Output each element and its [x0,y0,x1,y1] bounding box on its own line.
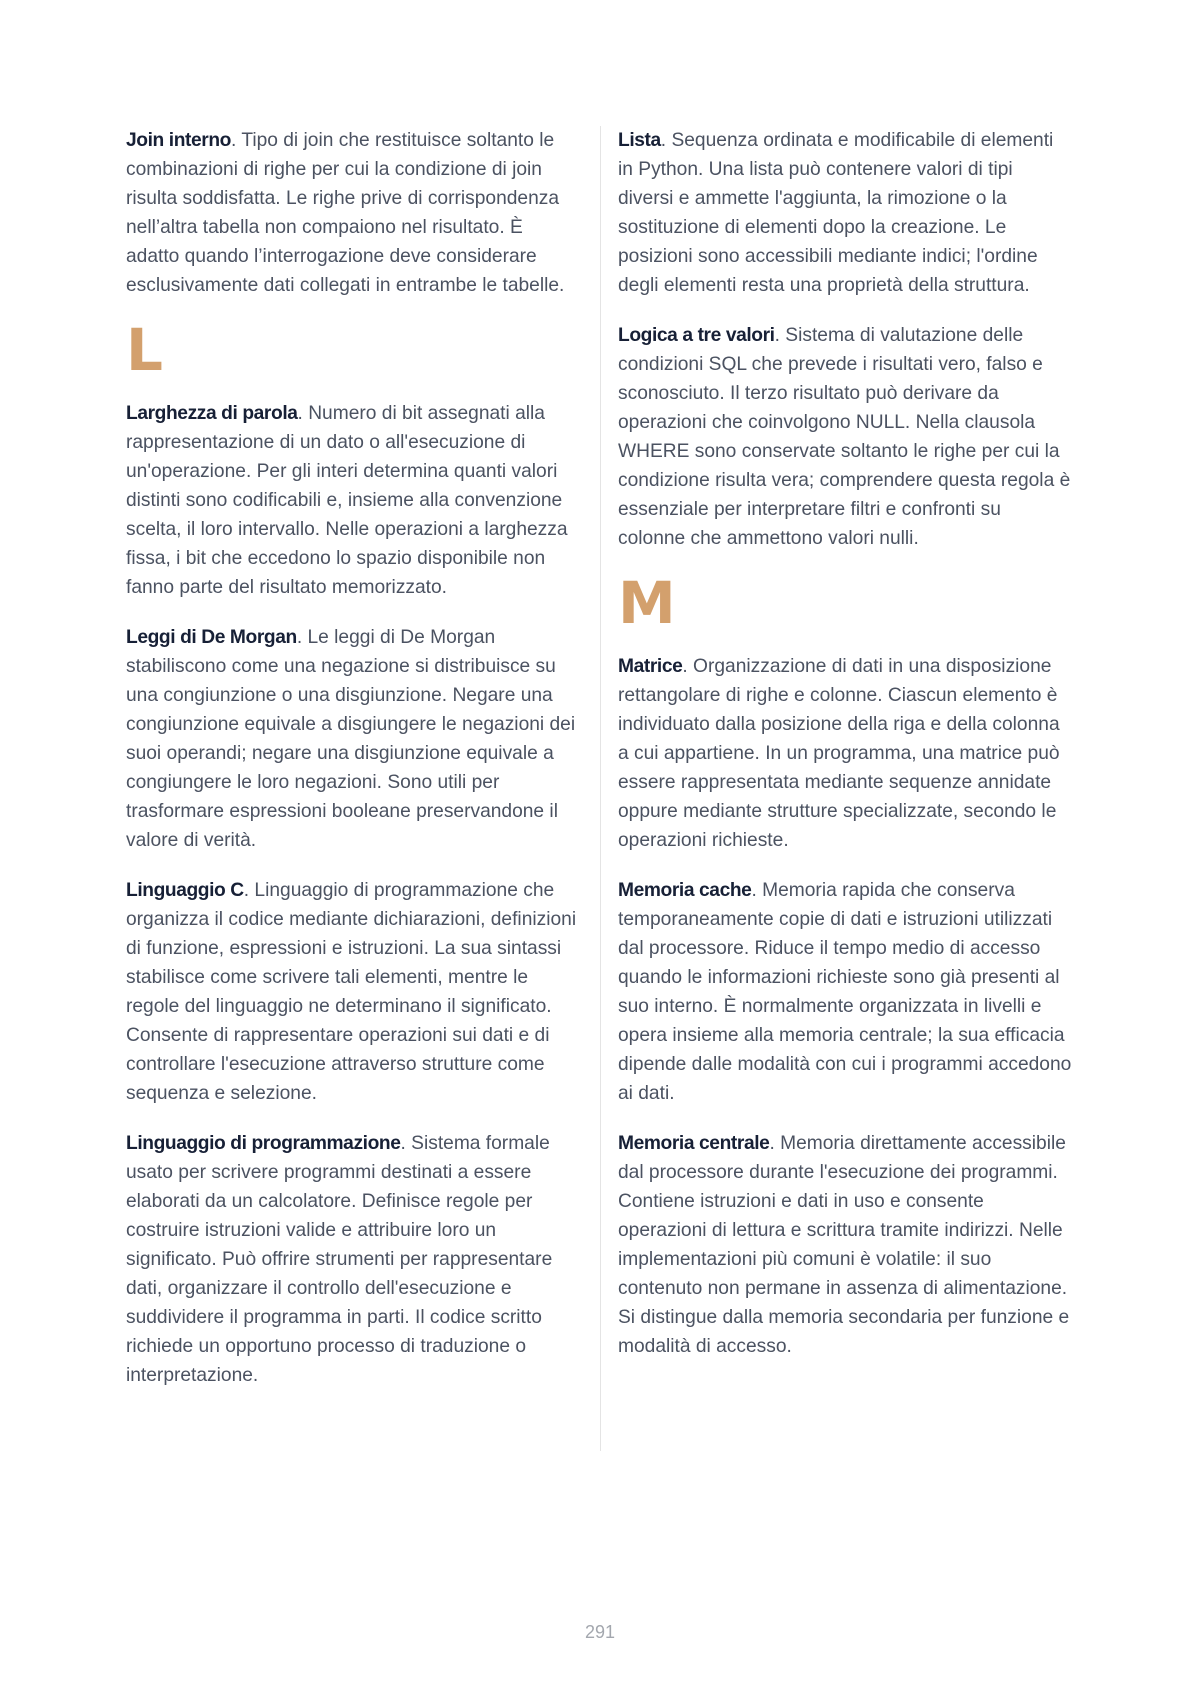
entry-definition: . Linguaggio di programmazione che organizza il codice mediante dichiarazioni, definizioni di funzione, espressioni e istruzioni. La sua sintassi stabilisce come scrivere tali elementi, mentre le regole del linguaggio ne determinano il significato. Consente di rappresentare operazioni sui dati e di controllare l'esecuzione attraverso strutture come sequenza e selezione. [126,880,577,1104]
glossary-entry-larghezza-di-parola [126,399,581,602]
entry-definition: . Numero di bit assegnati alla rappresentazione di un dato o all'esecuzione di un'operazione. Per gli interi determina quanti valori distinti sono codificabili e, insieme alla convenzione scelta, il loro intervallo. Nelle operazioni a larghezza fissa, i bit che eccedono lo spazio disponibile non fanno parte del risultato memorizzato. [126,403,568,598]
entry-definition: . Memoria direttamente accessibile dal processore durante l'esecuzione dei programmi. Contiene istruzioni e dati in uso e consente operazioni di lettura e scrittura tramite indirizzi. Nelle implementazioni più comuni è volatile: il suo contenuto non permane in assenza di alimentazione. Si distingue dalla memoria secondaria per funzione e modalità di accesso. [618,1133,1070,1357]
entry-definition: . Sequenza ordinata e modificabile di elementi in Python. Una lista può contenere valori di tipi diversi e ammette l'aggiunta, la rimozione o la sostituzione di elementi dopo la creazione. Le posizioni sono accessibili mediante indici; l'ordine degli elementi resta una proprietà della struttura. [618,130,1054,296]
glossary-entry-leggi-di-de-morgan [126,623,581,855]
entry-term: Leggi di De Morgan [126,627,297,648]
entry-term: Linguaggio C [126,880,244,901]
glossary-page [126,126,1076,1451]
section-letter-m: M [618,569,675,637]
section-letter-l: L [126,316,162,384]
left-column [126,126,581,1411]
entry-term: Join interno [126,130,231,151]
right-column [618,126,1073,1382]
glossary-entry-matrice [618,652,1073,855]
glossary-entry-lista [618,126,1073,300]
entry-term: Lista [618,130,661,151]
entry-term: Memoria centrale [618,1133,770,1154]
entry-term: Linguaggio di programmazione [126,1133,401,1154]
glossary-entry-join-interno [126,126,581,300]
page-number: 291 [584,1622,616,1642]
column-divider [600,126,601,1451]
entry-definition: . Sistema formale usato per scrivere programmi destinati a essere elaborati da un calcolatore. Definisce regole per costruire istruzioni valide e attribuire loro un significato. Può offrire strumenti per rappresentare dati, organizzare il controllo dell'esecuzione e suddividere il programma in parti. Il codice scritto richiede un opportuno processo di traduzione o interpretazione. [126,1133,553,1386]
glossary-entry-linguaggio-di-programmazione [126,1129,581,1390]
entry-term: Memoria cache [618,880,752,901]
glossary-entry-memoria-centrale [618,1129,1073,1361]
glossary-entry-memoria-cache [618,876,1073,1108]
glossary-entry-linguaggio-c [126,876,581,1108]
entry-term: Matrice [618,656,683,677]
entry-definition: . Organizzazione di dati in una disposizione rettangolare di righe e colonne. Ciascun elemento è individuato dalla posizione della riga e della colonna a cui appartiene. In un programma, una matrice può essere rappresentata mediante sequenze annidate oppure mediante strutture specializzate, secondo le operazioni richieste. [618,656,1060,851]
entry-term: Larghezza di parola [126,403,298,424]
entry-definition: . Tipo di join che restituisce soltanto le combinazioni di righe per cui la condizione di join risulta soddisfatta. Le righe prive di corrispondenza nell’altra tabella non compaiono nel risultato. È adatto quando l’interrogazione deve considerare esclusivamente dati collegati in entrambe le tabelle. [126,130,565,296]
glossary-entry-logica-a-tre-valori [618,321,1073,553]
entry-definition: . Memoria rapida che conserva temporaneamente copie di dati e istruzioni utilizzati dal processore. Riduce il tempo medio di accesso quando le informazioni richieste sono già presenti al suo interno. È normalmente organizzata in livelli e opera insieme alla memoria centrale; la sua efficacia dipende dalle modalità con cui i programmi accedono ai dati. [618,880,1072,1104]
entry-definition: . Le leggi di De Morgan stabiliscono come una negazione si distribuisce su una congiunzione o una disgiunzione. Negare una congiunzione equivale a disgiungere le negazioni dei suoi operandi; negare una disgiunzione equivale a congiungere le loro negazioni. Sono utili per trasformare espressioni booleane preservandone il valore di verità. [126,627,576,851]
entry-definition: . Sistema di valutazione delle condizioni SQL che prevede i risultati vero, falso e sconosciuto. Il terzo risultato può derivare da operazioni che coinvolgono NULL. Nella clausola WHERE sono conservate soltanto le righe per cui la condizione risulta vera; comprendere questa regola è essenziale per interpretare filtri e confronti su colonne che ammettono valori nulli. [618,325,1071,549]
entry-term: Logica a tre valori [618,325,775,346]
